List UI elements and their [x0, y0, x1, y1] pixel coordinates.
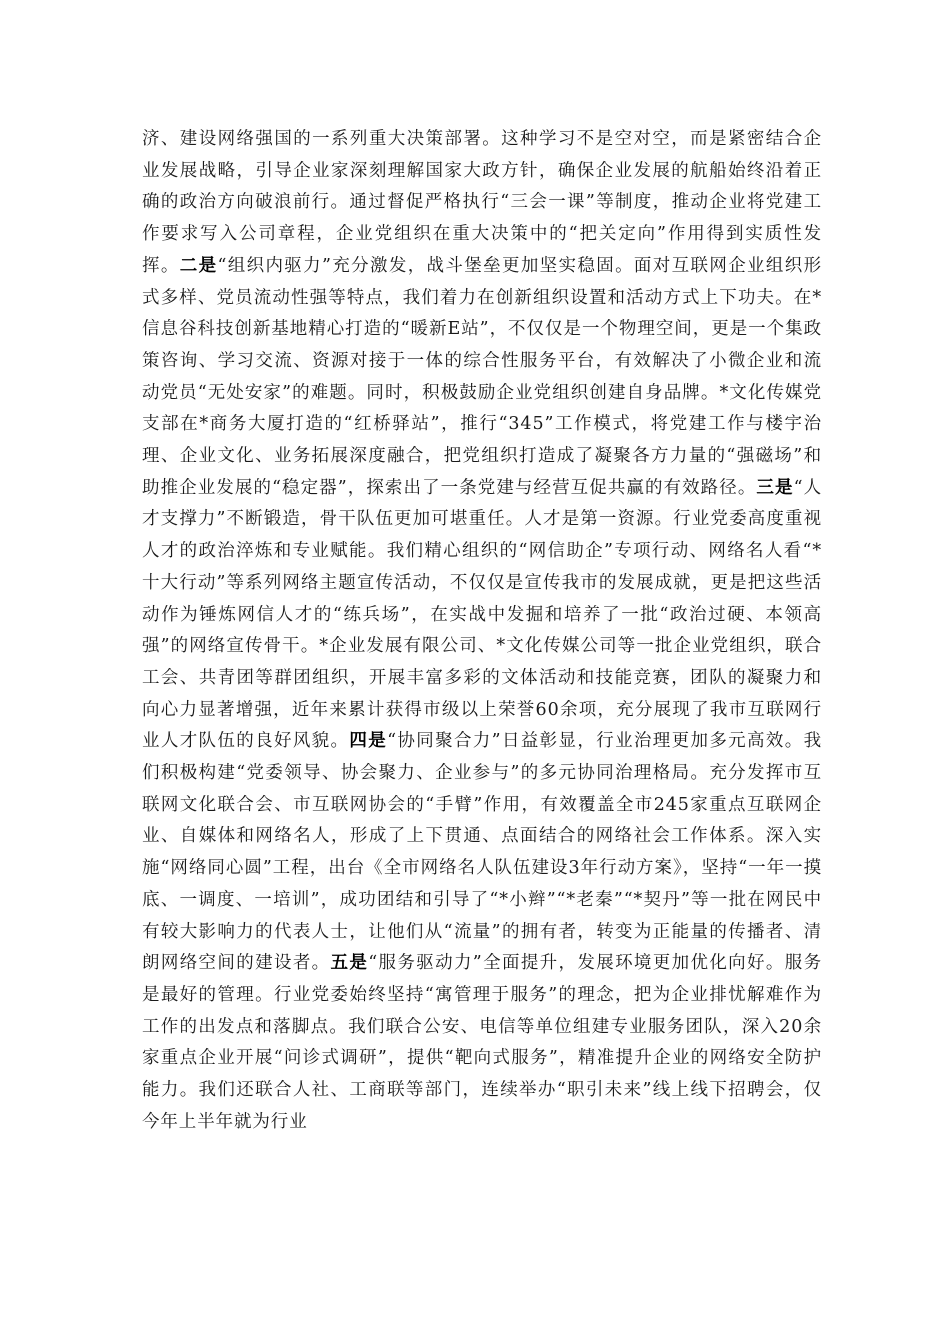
- text-run: “组织内驱力”充分激发，战斗堡垒更加坚实稳固。面对互联网企业组织形式多样、党员流动性强等特点，我们着力在创新组织设置和活动方式上下功夫。在*信息谷科技创新基地精心打造的“暖新E站”，不仅仅是一个物理空间，更是一个集政策咨询、学习交流、资源对接于一体的综合性服务平台，有效解决了小微企业和流动党员“无处安家”的难题。同时，积极鼓励企业党组织创建自身品牌。*文化传媒党支部在*商务大厦打造的“红桥驿站”，推行“345”工作模式，将党建工作与楼宇治理、企业文化、业务拓展深度融合，把党组织打造成了凝聚各方力量的“强磁场”和助推企业发展的“稳定器”，探索出了一条党建与经营互促共赢的有效路径。: [142, 255, 823, 498]
- bold-marker: 三是: [756, 477, 794, 498]
- text-run: “协同聚合力”日益彰显，行业治理更加多元高效。我们积极构建“党委领导、协会聚力、企业参与”的多元协同治理格局。充分发挥市互联网文化联合会、市互联网协会的“手臂”作用，有效覆盖全市245家重点互联网企业、自媒体和网络名人，形成了上下贯通、点面结合的网络社会工作体系。深入实施“网络同心圆”工程，出台《全市网络名人队伍建设3年行动方案》，坚持“一年一摸底、一调度、一培训”，成功团结和引导了“*小辫”“*老秦”“*契丹”等一批在网民中有较大影响力的代表人士，让他们从“流量”的拥有者，转变为正能量的传播者、清朗网络空间的建设者。: [142, 731, 822, 974]
- text-run: “服务驱动力”全面提升，发展环境更加优化向好。服务是最好的管理。行业党委始终坚持“寓管理于服务”的理念，把为企业排忧解难作为工作的出发点和落脚点。我们联合公安、电信等单位组建专业服务团队，深入20余家重点企业开展“问诊式调研”，提供“靶向式服务”，精准提升企业的网络安全防护能力。我们还联合人社、工商联等部门，连续举办“职引未来”线上线下招聘会，仅今年上半年就为行业: [142, 953, 822, 1132]
- text-run: 济、建设网络强国的一系列重大决策部署。这种学习不是空对空，而是紧密结合企业发展战略，引导企业家深刻理解国家大政方针，确保企业发展的航船始终沿着正确的政治方向破浪前行。通过督促严格执行“三会一课”等制度，推动企业将党建工作要求写入公司章程，企业党组织在重大决策中的“把关定向”作用得到实质性发挥。: [142, 129, 822, 276]
- bold-marker: 二是: [179, 255, 218, 276]
- body-paragraph: [142, 124, 822, 1139]
- text-run: “人才支撑力”不断锻造，骨干队伍更加可堪重任。人才是第一资源。行业党委高度重视人才的政治淬炼和专业赋能。我们精心组织的“网信助企”专项行动、网络名人看“*十大行动”等系列网络主题宣传活动，不仅仅是宣传我市的发展成就，更是把这些活动作为锤炼网信人才的“练兵场”，在实战中发掘和培养了一批“政治过硬、本领高强”的网络宣传骨干。*企业发展有限公司、*文化传媒公司等一批企业党组织，联合工会、共青团等群团组织，开展丰富多彩的文体活动和技能竞赛，团队的凝聚力和向心力显著增强，近年来累计获得市级以上荣誉60余项，充分展现了我市互联网行业人才队伍的良好风貌。: [142, 477, 822, 752]
- bold-marker: 四是: [349, 731, 388, 752]
- bold-marker: 五是: [330, 953, 369, 974]
